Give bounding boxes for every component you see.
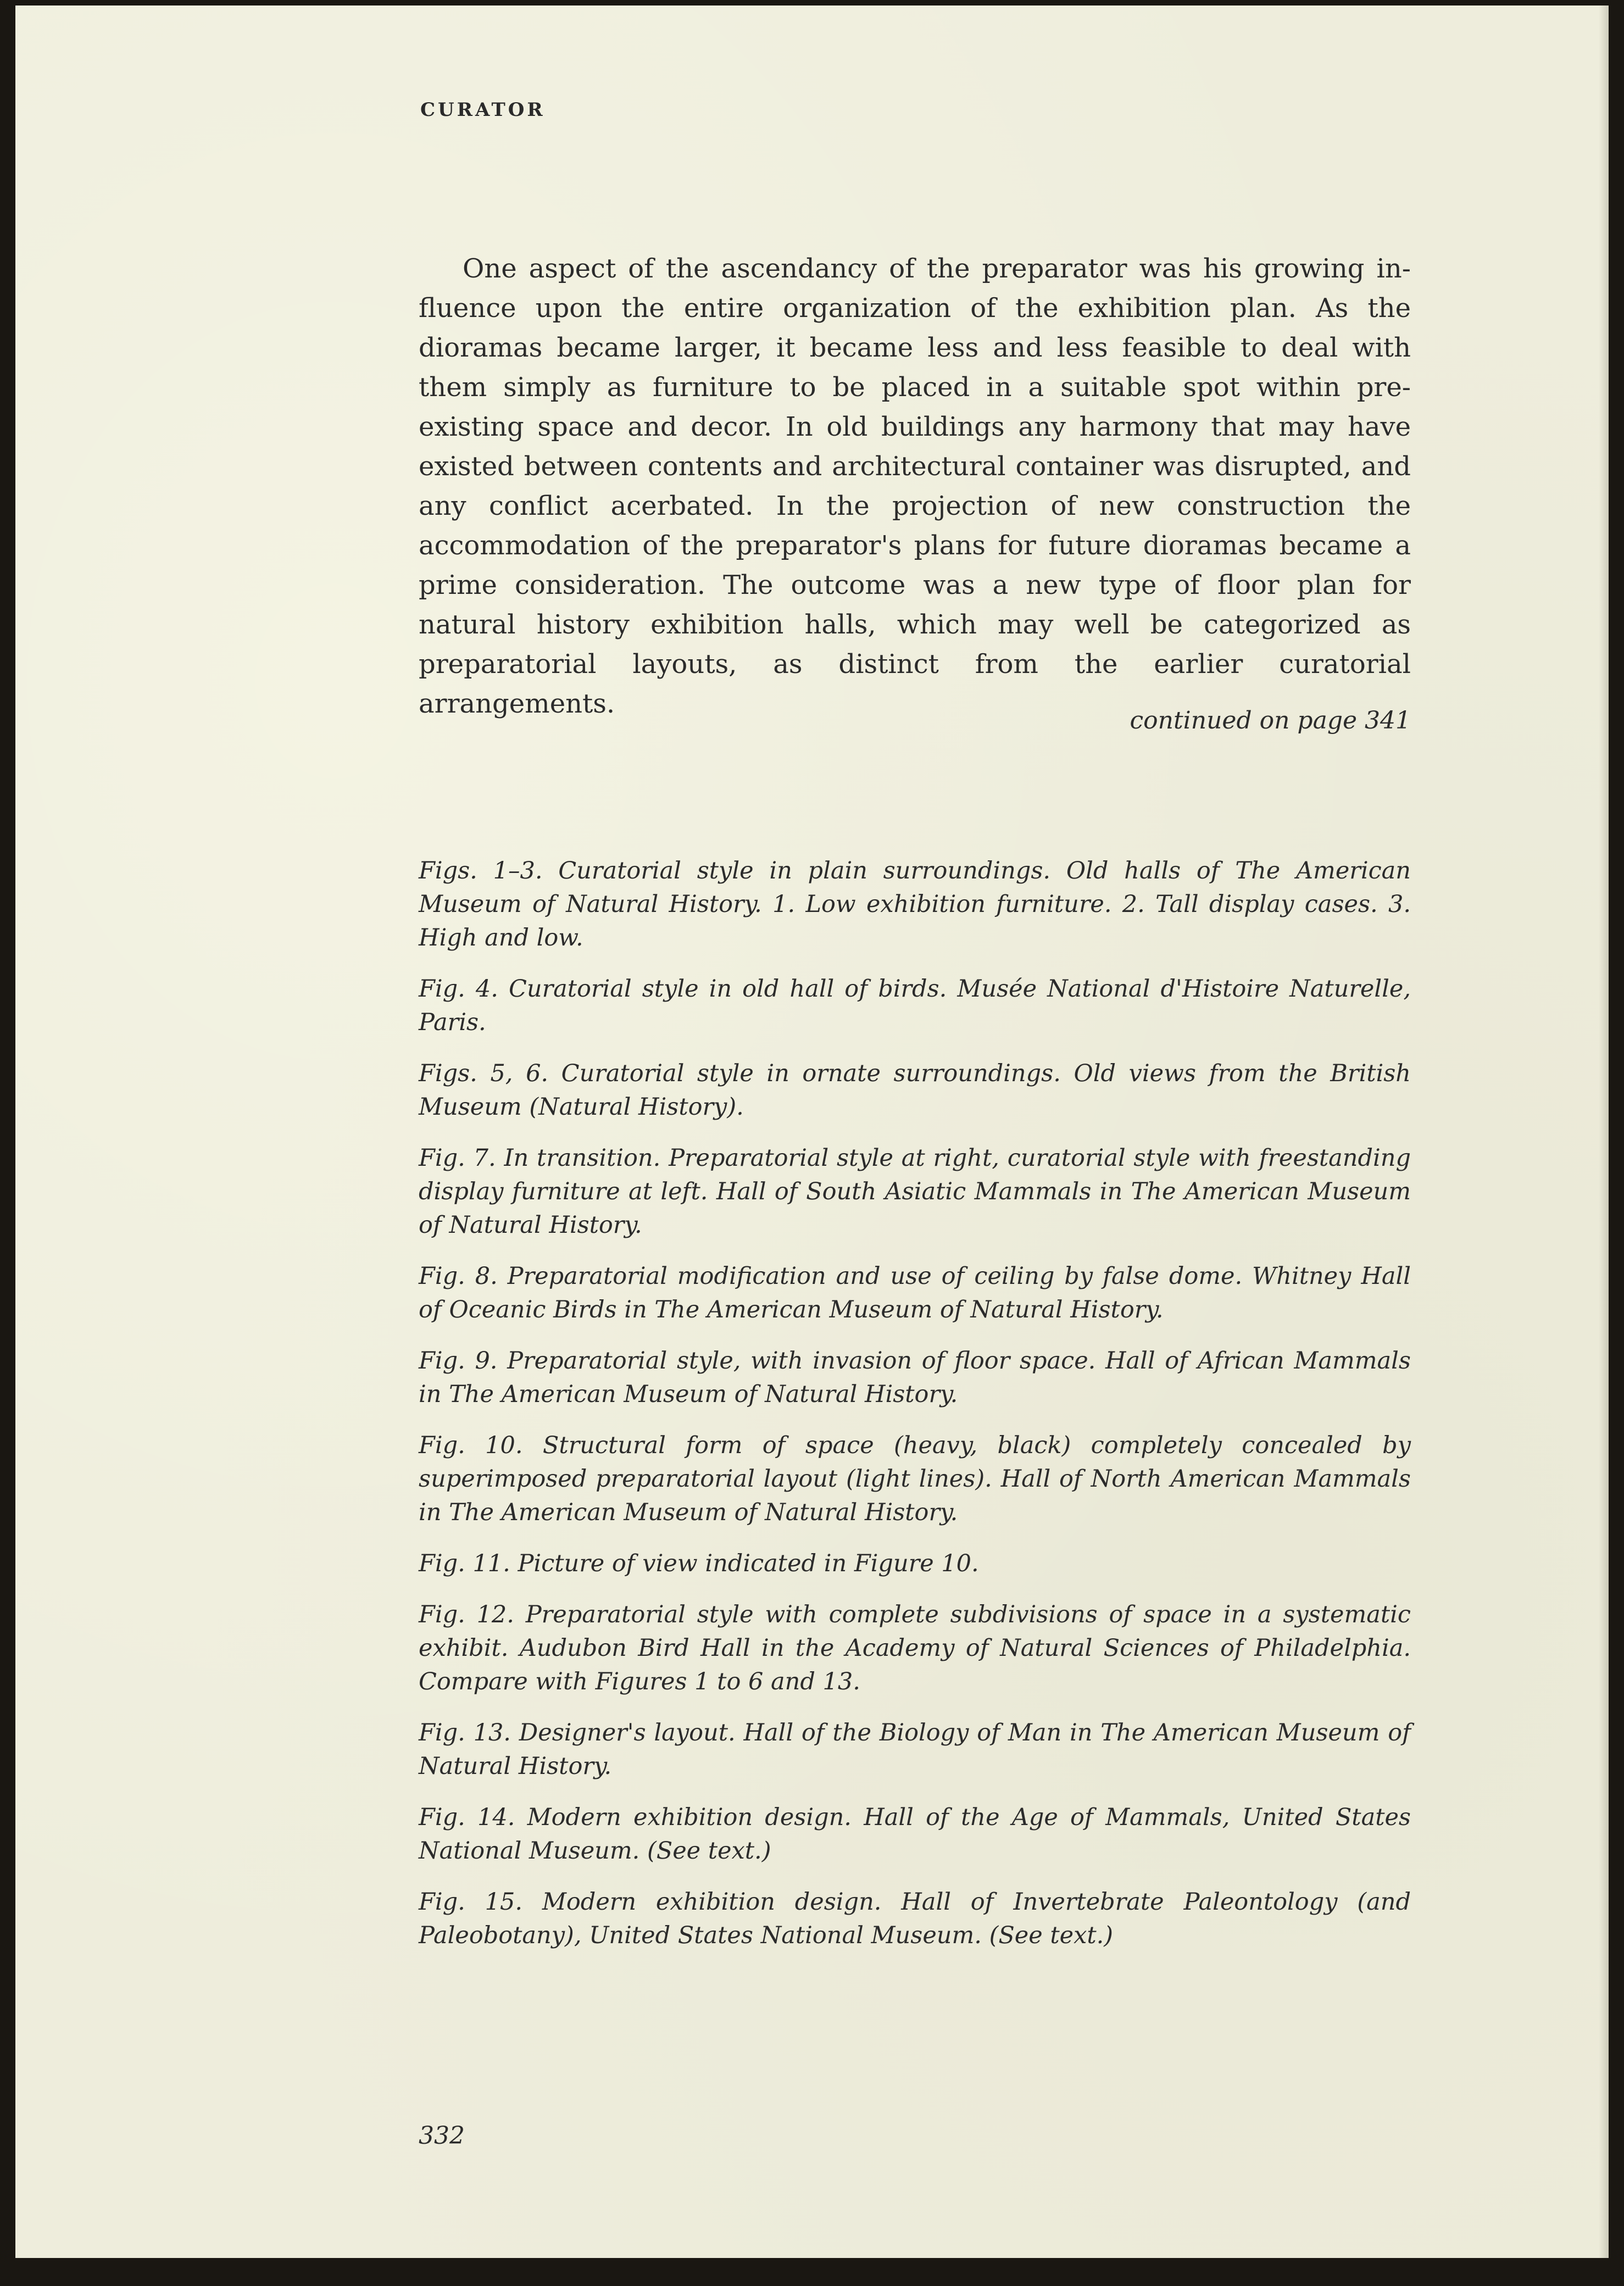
page-edge-shadow	[1599, 5, 1609, 2258]
caption-fig-8: Fig. 8. Preparatorial modification and use of ceiling by false dome. Whitney Hall of Oceanic Birds in The American Museum of Natural History.	[419, 1262, 1411, 1323]
caption-fig-14: Fig. 14. Modern exhibition design. Hall of the Age of Mammals, United States National Museum. (See text.)	[419, 1804, 1411, 1865]
running-head: CURATOR	[420, 99, 546, 121]
caption-fig-4: Fig. 4. Curatorial style in old hall of birds. Musée National d'Histoire Naturelle, Paris.	[419, 975, 1411, 1036]
figure-captions	[419, 854, 1411, 1970]
caption-fig-13: Fig. 13. Designer's layout. Hall of the Biology of Man in The American Museum of Natural History.	[419, 1719, 1411, 1780]
caption-fig-11: Fig. 11. Picture of view indicated in Figure 10.	[419, 1550, 979, 1577]
body-paragraph: One aspect of the ascendancy of the preparator was his growing influence upon the entire organization of the exhibition plan. As the dioramas became larger, it became less and less feasible to deal with them simply as furniture to be placed in a suitable spot within pre-existing space and decor. In old buildings any harmony that may have existed between contents and architectural container was disrupted, and any conflict acerbated. In the projection of new construction the accommodation of the preparator's plans for future dioramas became a prime consideration. The outcome was a new type of floor plan for natural history exhibition halls, which may well be categorized as preparatorial layouts, as distinct from the earlier curatorial arrangements.	[419, 253, 1411, 719]
caption-figs-1-3: Figs. 1–3. Curatorial style in plain surroundings. Old halls of The American Museum of Natural History. 1. Low exhibition furniture. 2. Tall display cases. 3. High and low.	[419, 857, 1411, 952]
continued-note: continued on page 341	[1130, 707, 1411, 735]
page-number: 332	[419, 2122, 465, 2150]
caption-figs-5-6: Figs. 5, 6. Curatorial style in ornate surroundings. Old views from the British Museum (Natural History).	[419, 1060, 1411, 1121]
caption-fig-15: Fig. 15. Modern exhibition design. Hall of Invertebrate Paleontology (and Paleobotany), United States National Museum. (See text.)	[419, 1888, 1411, 1949]
caption-fig-9: Fig. 9. Preparatorial style, with invasion of floor space. Hall of African Mammals in The American Museum of Natural History.	[419, 1347, 1411, 1408]
caption-fig-10: Fig. 10. Structural form of space (heavy, black) completely concealed by superimposed preparatorial layout (light lines). Hall of North American Mammals in The American Museum of Natural History.	[419, 1432, 1411, 1526]
caption-fig-7: Fig. 7. In transition. Preparatorial style at right, curatorial style with freestanding display furniture at left. Hall of South Asiatic Mammals in The American Museum of Natural History.	[419, 1144, 1411, 1239]
caption-fig-12: Fig. 12. Preparatorial style with complete subdivisions of space in a systematic exhibit. Audubon Bird Hall in the Academy of Natural Sciences of Philadelphia. Compare with Figures 1 to 6 and 13.	[419, 1601, 1411, 1695]
